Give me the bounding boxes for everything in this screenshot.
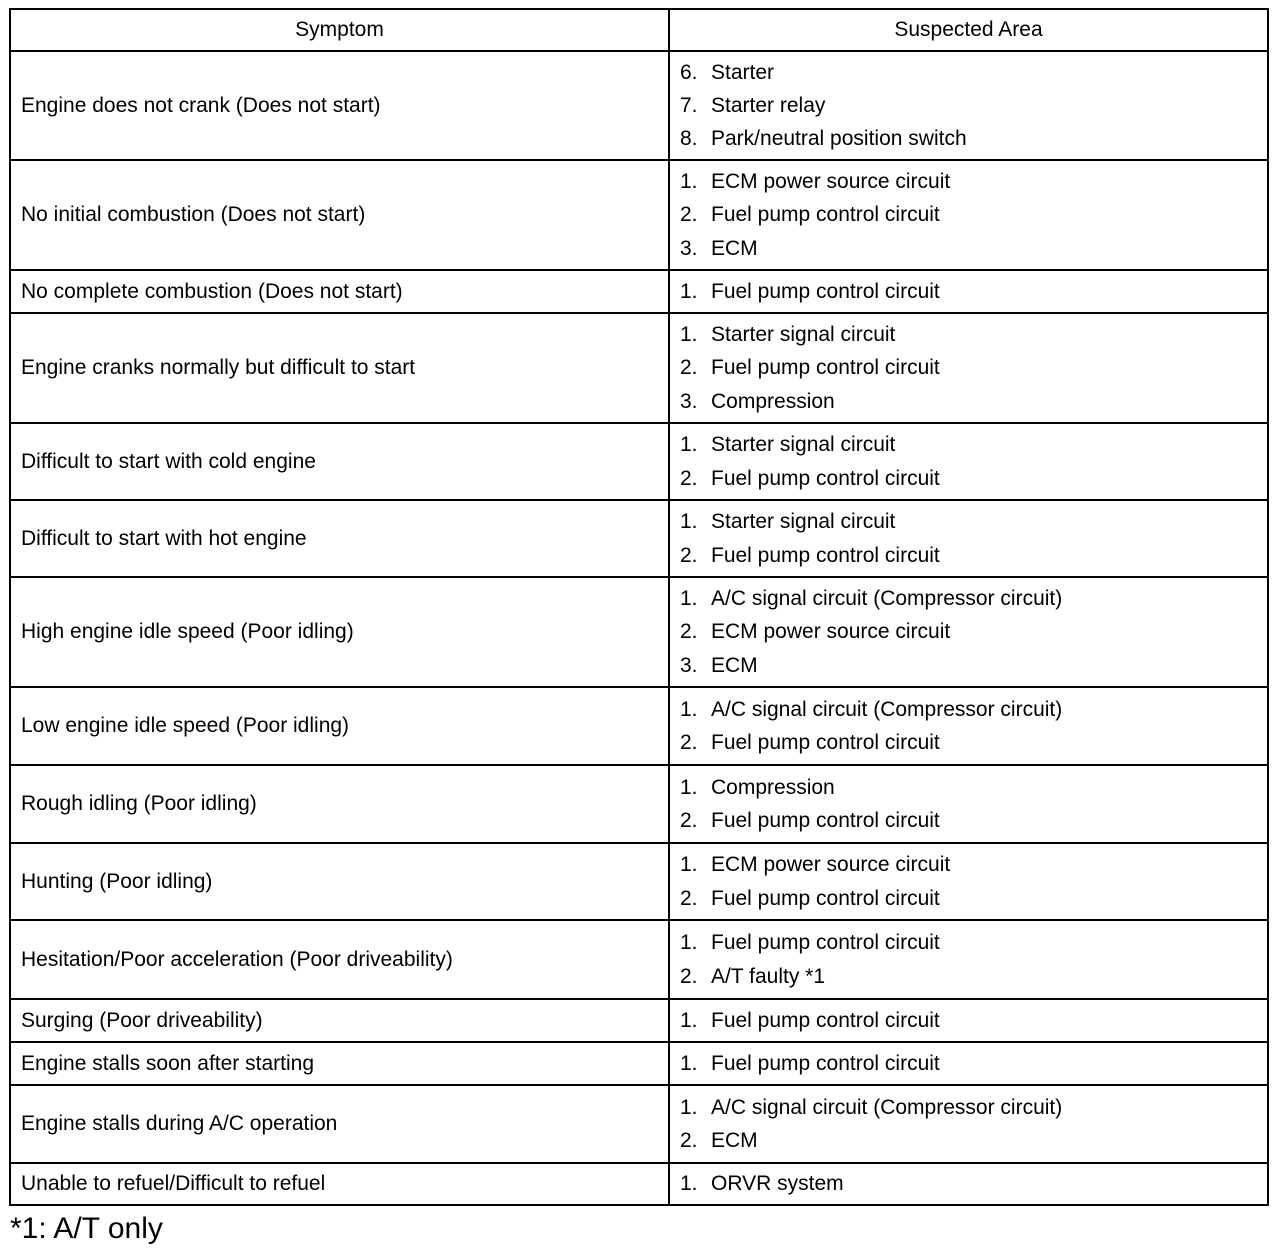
symptom-cell: Difficult to start with hot engine bbox=[10, 500, 669, 577]
suspected-area-cell bbox=[669, 1042, 1268, 1085]
item-text: ECM power source circuit bbox=[711, 853, 951, 877]
item-number: 2. bbox=[680, 964, 698, 988]
suspected-area-item bbox=[680, 926, 1257, 959]
item-text: Starter signal circuit bbox=[711, 323, 896, 347]
symptom-cell: Engine cranks normally but difficult to start bbox=[10, 313, 669, 423]
table-row bbox=[10, 423, 1268, 500]
suspected-area-cell bbox=[669, 313, 1268, 423]
item-number: 1. bbox=[680, 279, 698, 303]
suspected-area-item bbox=[680, 428, 1257, 461]
symptom-column-header: Symptom bbox=[10, 9, 669, 51]
suspected-area-cell bbox=[669, 577, 1268, 687]
suspected-area-cell bbox=[669, 843, 1268, 920]
item-text: ECM bbox=[711, 653, 758, 677]
item-text: Compression bbox=[711, 389, 835, 413]
item-number: 1. bbox=[680, 1172, 698, 1196]
item-text: ECM bbox=[711, 236, 758, 260]
item-number: 2. bbox=[680, 203, 698, 227]
item-text: Fuel pump control circuit bbox=[711, 931, 940, 955]
suspected-area-item bbox=[680, 582, 1257, 615]
item-text: Fuel pump control circuit bbox=[711, 203, 940, 227]
table-row bbox=[10, 687, 1268, 765]
suspected-area-item bbox=[680, 693, 1257, 726]
table-row bbox=[10, 313, 1268, 423]
item-text: Fuel pump control circuit bbox=[711, 886, 940, 910]
suspected-area-item bbox=[680, 1124, 1257, 1157]
item-number: 1. bbox=[680, 1008, 698, 1032]
suspected-area-item bbox=[680, 1167, 1257, 1200]
suspected-area-item bbox=[680, 56, 1257, 89]
table-row bbox=[10, 843, 1268, 920]
suspected-area-cell bbox=[669, 999, 1268, 1042]
suspected-area-cell bbox=[669, 500, 1268, 577]
suspected-area-item bbox=[680, 462, 1257, 495]
item-number: 2. bbox=[680, 356, 698, 380]
table-row bbox=[10, 1042, 1268, 1085]
symptom-cell: Hesitation/Poor acceleration (Poor driveability) bbox=[10, 920, 669, 999]
item-number: 1. bbox=[680, 433, 698, 457]
table-row bbox=[10, 1085, 1268, 1163]
suspected-area-item bbox=[680, 615, 1257, 648]
item-number: 1. bbox=[680, 510, 698, 534]
symptom-cell: Hunting (Poor idling) bbox=[10, 843, 669, 920]
symptom-cell: Surging (Poor driveability) bbox=[10, 999, 669, 1042]
suspected-area-item bbox=[680, 275, 1257, 308]
symptom-cell: High engine idle speed (Poor idling) bbox=[10, 577, 669, 687]
item-number: 1. bbox=[680, 697, 698, 721]
item-number: 1. bbox=[680, 170, 698, 194]
table-row bbox=[10, 577, 1268, 687]
item-text: ECM bbox=[711, 1129, 758, 1152]
symptom-cell: No initial combustion (Does not start) bbox=[10, 160, 669, 270]
item-text: Park/neutral position switch bbox=[711, 127, 967, 151]
suspected-area-item bbox=[680, 1004, 1257, 1037]
item-number: 8. bbox=[680, 127, 698, 151]
symptom-cell: Engine stalls during A/C operation bbox=[10, 1085, 669, 1163]
table-row bbox=[10, 160, 1268, 270]
item-text: Fuel pump control circuit bbox=[711, 1051, 940, 1075]
item-number: 3. bbox=[680, 236, 698, 260]
suspected-area-cell bbox=[669, 765, 1268, 843]
item-number: 7. bbox=[680, 93, 698, 117]
table-row bbox=[10, 920, 1268, 999]
item-number: 3. bbox=[680, 653, 698, 677]
symptom-cell: Engine does not crank (Does not start) bbox=[10, 51, 669, 160]
item-number: 1. bbox=[680, 587, 698, 611]
suspected-area-item bbox=[680, 232, 1257, 265]
table-row bbox=[10, 999, 1268, 1042]
item-number: 6. bbox=[680, 60, 698, 84]
suspected-area-cell bbox=[669, 423, 1268, 500]
item-number: 1. bbox=[680, 853, 698, 877]
item-number: 2. bbox=[680, 620, 698, 644]
suspected-area-item bbox=[680, 848, 1257, 881]
table-row bbox=[10, 1163, 1268, 1205]
item-number: 2. bbox=[680, 466, 698, 490]
symptom-table bbox=[9, 8, 1269, 1206]
item-number: 2. bbox=[680, 886, 698, 910]
suspected-area-cell bbox=[669, 920, 1268, 999]
suspected-area-cell bbox=[669, 1163, 1268, 1205]
suspected-area-column-header: Suspected Area bbox=[669, 9, 1268, 51]
item-text: Fuel pump control circuit bbox=[711, 543, 940, 567]
suspected-area-item bbox=[680, 89, 1257, 122]
suspected-area-item bbox=[680, 318, 1257, 351]
symptom-cell: Difficult to start with cold engine bbox=[10, 423, 669, 500]
item-text: Fuel pump control circuit bbox=[711, 356, 940, 380]
item-text: A/C signal circuit (Compressor circuit) bbox=[711, 587, 1063, 611]
item-text: Fuel pump control circuit bbox=[711, 809, 940, 832]
item-number: 2. bbox=[680, 731, 698, 754]
suspected-area-item bbox=[680, 771, 1257, 804]
footnote: *1: A/T only bbox=[10, 1212, 163, 1245]
item-text: ECM power source circuit bbox=[711, 620, 951, 644]
item-number: 1. bbox=[680, 775, 698, 799]
item-text: Starter signal circuit bbox=[711, 433, 896, 457]
item-text: A/C signal circuit (Compressor circuit) bbox=[711, 1095, 1063, 1119]
table-row bbox=[10, 270, 1268, 313]
item-number: 1. bbox=[680, 323, 698, 347]
suspected-area-item bbox=[680, 649, 1257, 682]
suspected-area-item bbox=[680, 385, 1257, 418]
suspected-area-item bbox=[680, 351, 1257, 384]
item-text: A/C signal circuit (Compressor circuit) bbox=[711, 697, 1063, 721]
item-number: 1. bbox=[680, 1095, 698, 1119]
symptom-cell: Engine stalls soon after starting bbox=[10, 1042, 669, 1085]
symptom-cell: Rough idling (Poor idling) bbox=[10, 765, 669, 843]
suspected-area-item bbox=[680, 804, 1257, 837]
suspected-area-cell bbox=[669, 160, 1268, 270]
item-text: Starter bbox=[711, 60, 775, 84]
item-text: ECM power source circuit bbox=[711, 170, 951, 194]
suspected-area-cell bbox=[669, 51, 1268, 160]
item-text: Starter relay bbox=[711, 93, 826, 117]
item-number: 2. bbox=[680, 543, 698, 567]
suspected-area-item bbox=[680, 122, 1257, 155]
suspected-area-item bbox=[680, 539, 1257, 572]
suspected-area-item bbox=[680, 165, 1257, 198]
header-row bbox=[10, 9, 1268, 51]
item-number: 2. bbox=[680, 809, 698, 832]
suspected-area-item bbox=[680, 1091, 1257, 1124]
suspected-area-item bbox=[680, 882, 1257, 915]
table-body bbox=[10, 51, 1268, 1205]
item-text: Compression bbox=[711, 775, 835, 799]
item-text: Starter signal circuit bbox=[711, 510, 896, 534]
table-row bbox=[10, 765, 1268, 843]
item-number: 3. bbox=[680, 389, 698, 413]
table-row bbox=[10, 500, 1268, 577]
symptom-cell: Low engine idle speed (Poor idling) bbox=[10, 687, 669, 765]
suspected-area-cell bbox=[669, 687, 1268, 765]
item-text: Fuel pump control circuit bbox=[711, 466, 940, 490]
item-text: A/T faulty *1 bbox=[711, 964, 826, 988]
suspected-area-item bbox=[680, 198, 1257, 231]
suspected-area-cell bbox=[669, 1085, 1268, 1163]
item-number: 2. bbox=[680, 1129, 698, 1152]
symptom-cell: Unable to refuel/Difficult to refuel bbox=[10, 1163, 669, 1205]
table-row bbox=[10, 51, 1268, 160]
item-text: Fuel pump control circuit bbox=[711, 1008, 940, 1032]
item-text: Fuel pump control circuit bbox=[711, 731, 940, 754]
item-text: ORVR system bbox=[711, 1172, 844, 1196]
suspected-area-item bbox=[680, 1047, 1257, 1080]
suspected-area-cell bbox=[669, 270, 1268, 313]
item-number: 1. bbox=[680, 931, 698, 955]
symptom-cell: No complete combustion (Does not start) bbox=[10, 270, 669, 313]
suspected-area-item bbox=[680, 505, 1257, 538]
suspected-area-item bbox=[680, 960, 1257, 993]
item-text: Fuel pump control circuit bbox=[711, 279, 940, 303]
item-number: 1. bbox=[680, 1051, 698, 1075]
suspected-area-item bbox=[680, 726, 1257, 759]
